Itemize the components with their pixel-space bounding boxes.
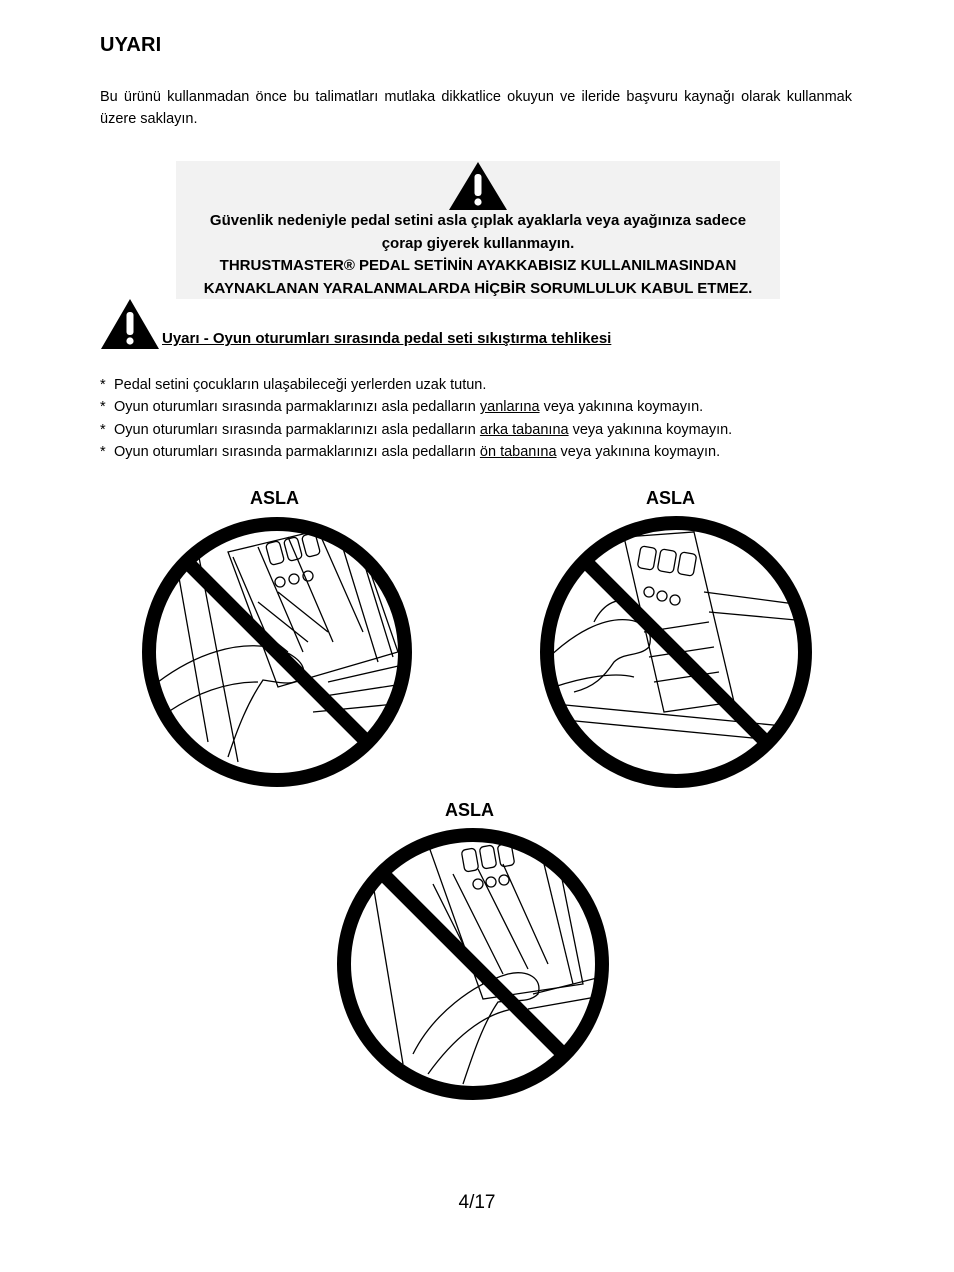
safety-bullet-list [100,374,732,463]
prohibition-sign-icon [138,512,416,792]
warning-triangle-icon [448,161,508,211]
warning-line-1: Güvenlik nedeniyle pedal setini asla çıplak ayaklarla veya ayağınıza sadece [209,212,747,229]
list-item: * Oyun oturumları sırasında parmaklarınızı asla pedalların arka tabanına veya yakınına koymayın. [100,421,733,438]
illustration-label: ASLA [445,800,494,820]
safety-warning-box [176,161,780,299]
list-item: * Oyun oturumları sırasında parmaklarınızı asla pedalların ön tabanına veya yakınına koymayın. [100,443,721,460]
illustration-label: ASLA [646,488,695,508]
page-number: 4/17 [458,1192,496,1213]
intro-paragraph: Bu ürünü kullanmadan önce bu talimatları mutlaka dikkatlice okuyun ve ileride başvuru kaynağı olarak kullanmak üzere saklayın. [100,89,852,127]
illustration-label: ASLA [250,488,299,508]
safety-warning-text [176,210,780,300]
warning-line-2: çorap giyerek kullanmayın. [381,234,575,252]
page-title: UYARI [100,34,162,56]
warning-line-3: THRUSTMASTER® PEDAL SETİNİN AYAKKABISIZ KULLANILMASINDAN [219,257,737,274]
prohibition-sign-icon [333,824,613,1104]
warning-triangle-icon [100,298,160,350]
list-item: * Pedal setini çocukların ulaşabileceği yerlerden uzak tutun. [100,377,487,393]
list-item: * Oyun oturumları sırasında parmaklarınızı asla pedalların yanlarına veya yakınına koymayın. [100,399,704,416]
pinch-hazard-label: Uyarı - Oyun oturumları sırasında pedal seti sıkıştırma tehlikesi [162,330,612,347]
warning-line-4: KAYNAKLANAN YARALANMALARDA HİÇBİR SORUMLULUK KABUL ETMEZ. [203,279,753,297]
prohibition-sign-icon [534,512,818,792]
